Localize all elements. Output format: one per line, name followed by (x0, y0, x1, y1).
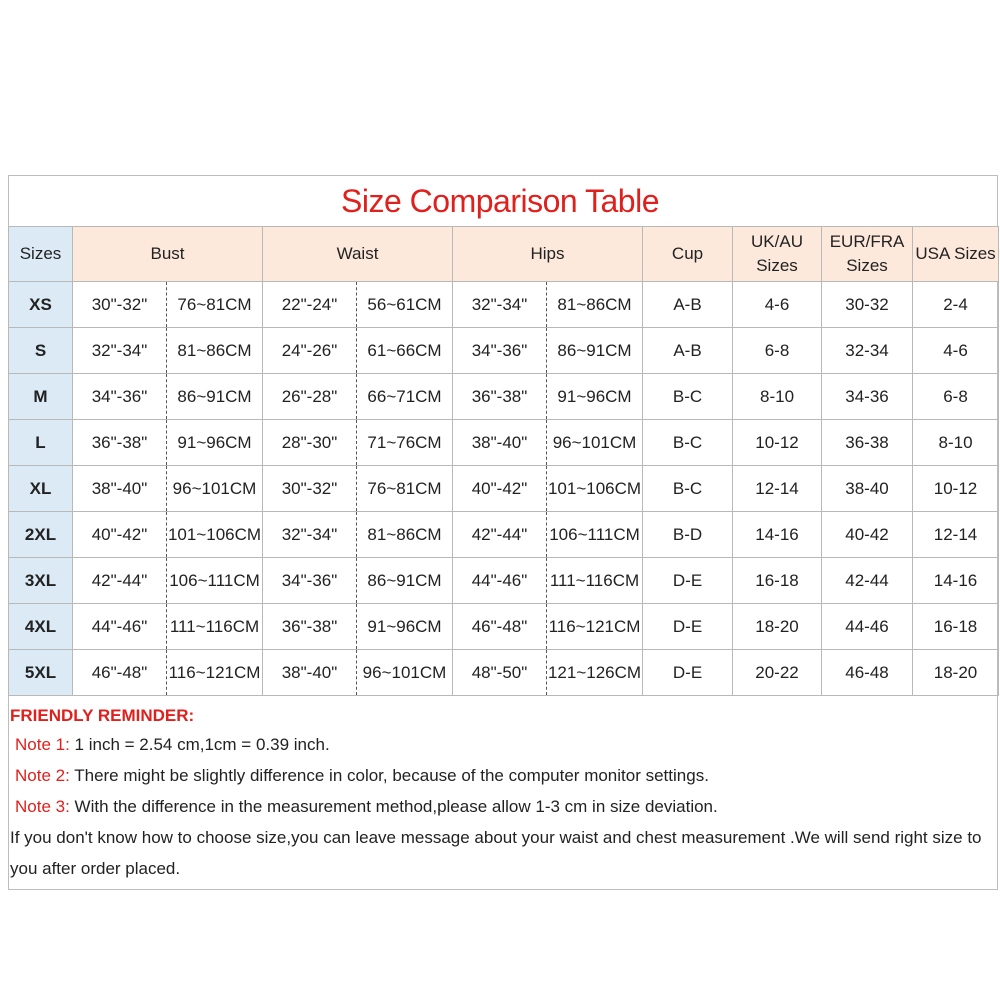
waist-cm-cell: 61~66CM (357, 328, 453, 374)
eur-fra-cell: 46-48 (822, 650, 913, 696)
waist-inch-cell: 22"-24" (263, 282, 357, 328)
eur-fra-cell: 38-40 (822, 466, 913, 512)
chart-title: Size Comparison Table (341, 183, 659, 219)
bust-cm-cell: 96~101CM (167, 466, 263, 512)
waist-inch-cell: 32"-34" (263, 512, 357, 558)
hips-cm-cell: 96~101CM (547, 420, 643, 466)
note-text: With the difference in the measurement method,please allow 1-3 cm in size deviation. (69, 797, 718, 816)
bust-cm-cell: 116~121CM (167, 650, 263, 696)
bust-inch-cell: 36"-38" (73, 420, 167, 466)
bust-cm-cell: 91~96CM (167, 420, 263, 466)
size-cell: 5XL (9, 650, 73, 696)
bust-inch-cell: 32"-34" (73, 328, 167, 374)
size-cell: XS (9, 282, 73, 328)
table-row (9, 328, 999, 374)
usa-cell: 18-20 (913, 650, 999, 696)
waist-cm-cell: 96~101CM (357, 650, 453, 696)
hips-inch-cell: 42"-44" (453, 512, 547, 558)
bust-cm-cell: 76~81CM (167, 282, 263, 328)
size-cell: M (9, 374, 73, 420)
table-row (9, 466, 999, 512)
usa-cell: 12-14 (913, 512, 999, 558)
size-comparison-table (8, 226, 999, 696)
uk-au-cell: 10-12 (733, 420, 822, 466)
waist-cm-cell: 56~61CM (357, 282, 453, 328)
header-uk-au: UK/AU Sizes (733, 227, 822, 282)
uk-au-cell: 6-8 (733, 328, 822, 374)
table-row (9, 604, 999, 650)
hips-inch-cell: 46"-48" (453, 604, 547, 650)
usa-cell: 16-18 (913, 604, 999, 650)
usa-cell: 4-6 (913, 328, 999, 374)
cup-cell: B-C (643, 374, 733, 420)
hips-inch-cell: 48"-50" (453, 650, 547, 696)
bust-inch-cell: 42"-44" (73, 558, 167, 604)
bust-inch-cell: 38"-40" (73, 466, 167, 512)
hips-inch-cell: 40"-42" (453, 466, 547, 512)
table-row (9, 420, 999, 466)
waist-cm-cell: 66~71CM (357, 374, 453, 420)
hips-inch-cell: 38"-40" (453, 420, 547, 466)
hips-inch-cell: 32"-34" (453, 282, 547, 328)
uk-au-cell: 16-18 (733, 558, 822, 604)
hips-cm-cell: 121~126CM (547, 650, 643, 696)
waist-inch-cell: 34"-36" (263, 558, 357, 604)
eur-fra-cell: 34-36 (822, 374, 913, 420)
bust-inch-cell: 40"-42" (73, 512, 167, 558)
eur-fra-cell: 32-34 (822, 328, 913, 374)
cup-cell: B-C (643, 466, 733, 512)
size-cell: 2XL (9, 512, 73, 558)
waist-inch-cell: 26"-28" (263, 374, 357, 420)
hips-cm-cell: 86~91CM (547, 328, 643, 374)
note-1 (10, 729, 995, 760)
note-2 (10, 760, 995, 791)
usa-cell: 8-10 (913, 420, 999, 466)
uk-au-cell: 8-10 (733, 374, 822, 420)
waist-cm-cell: 76~81CM (357, 466, 453, 512)
eur-fra-cell: 30-32 (822, 282, 913, 328)
cup-cell: D-E (643, 650, 733, 696)
size-help-paragraph: If you don't know how to choose size,you can leave message about your waist and chest measurement .We will send right size to you after order placed. (10, 828, 982, 878)
bust-inch-cell: 34"-36" (73, 374, 167, 420)
table-row (9, 650, 999, 696)
note-3 (10, 791, 995, 822)
hips-cm-cell: 81~86CM (547, 282, 643, 328)
header-cup: Cup (643, 227, 733, 282)
waist-inch-cell: 28"-30" (263, 420, 357, 466)
eur-fra-cell: 40-42 (822, 512, 913, 558)
waist-cm-cell: 81~86CM (357, 512, 453, 558)
waist-cm-cell: 71~76CM (357, 420, 453, 466)
reminder-heading: FRIENDLY REMINDER: (10, 706, 195, 725)
hips-cm-cell: 106~111CM (547, 512, 643, 558)
table-row (9, 512, 999, 558)
note-label: Note 2: (15, 766, 70, 785)
cup-cell: D-E (643, 558, 733, 604)
size-cell: 3XL (9, 558, 73, 604)
waist-inch-cell: 30"-32" (263, 466, 357, 512)
eur-fra-cell: 44-46 (822, 604, 913, 650)
header-eur-fra: EUR/FRA Sizes (822, 227, 913, 282)
table-row (9, 282, 999, 328)
hips-cm-cell: 91~96CM (547, 374, 643, 420)
cup-cell: D-E (643, 604, 733, 650)
bust-cm-cell: 111~116CM (167, 604, 263, 650)
waist-inch-cell: 38"-40" (263, 650, 357, 696)
waist-cm-cell: 86~91CM (357, 558, 453, 604)
size-cell: XL (9, 466, 73, 512)
eur-fra-cell: 42-44 (822, 558, 913, 604)
hips-cm-cell: 111~116CM (547, 558, 643, 604)
size-cell: L (9, 420, 73, 466)
note-text: There might be slightly difference in color, because of the computer monitor settings. (69, 766, 709, 785)
note-label: Note 1: (15, 735, 70, 754)
header-usa: USA Sizes (913, 227, 999, 282)
header-bust: Bust (73, 227, 263, 282)
size-cell: 4XL (9, 604, 73, 650)
usa-cell: 10-12 (913, 466, 999, 512)
bust-cm-cell: 86~91CM (167, 374, 263, 420)
friendly-reminder (10, 703, 995, 884)
uk-au-cell: 4-6 (733, 282, 822, 328)
cup-cell: A-B (643, 328, 733, 374)
uk-au-cell: 12-14 (733, 466, 822, 512)
bust-inch-cell: 30"-32" (73, 282, 167, 328)
eur-fra-cell: 36-38 (822, 420, 913, 466)
header-hips: Hips (453, 227, 643, 282)
cup-cell: B-C (643, 420, 733, 466)
bust-inch-cell: 46"-48" (73, 650, 167, 696)
bust-cm-cell: 81~86CM (167, 328, 263, 374)
table-header-row (9, 227, 999, 282)
hips-cm-cell: 116~121CM (547, 604, 643, 650)
hips-inch-cell: 36"-38" (453, 374, 547, 420)
bust-cm-cell: 106~111CM (167, 558, 263, 604)
size-cell: S (9, 328, 73, 374)
hips-cm-cell: 101~106CM (547, 466, 643, 512)
waist-cm-cell: 91~96CM (357, 604, 453, 650)
bust-cm-cell: 101~106CM (167, 512, 263, 558)
hips-inch-cell: 34"-36" (453, 328, 547, 374)
cup-cell: A-B (643, 282, 733, 328)
usa-cell: 2-4 (913, 282, 999, 328)
note-text: 1 inch = 2.54 cm,1cm = 0.39 inch. (69, 735, 330, 754)
bust-inch-cell: 44"-46" (73, 604, 167, 650)
uk-au-cell: 20-22 (733, 650, 822, 696)
cup-cell: B-D (643, 512, 733, 558)
uk-au-cell: 18-20 (733, 604, 822, 650)
waist-inch-cell: 36"-38" (263, 604, 357, 650)
header-sizes: Sizes (9, 227, 73, 282)
note-label: Note 3: (15, 797, 70, 816)
header-waist: Waist (263, 227, 453, 282)
waist-inch-cell: 24"-26" (263, 328, 357, 374)
hips-inch-cell: 44"-46" (453, 558, 547, 604)
table-row (9, 374, 999, 420)
uk-au-cell: 14-16 (733, 512, 822, 558)
usa-cell: 6-8 (913, 374, 999, 420)
table-row (9, 558, 999, 604)
usa-cell: 14-16 (913, 558, 999, 604)
